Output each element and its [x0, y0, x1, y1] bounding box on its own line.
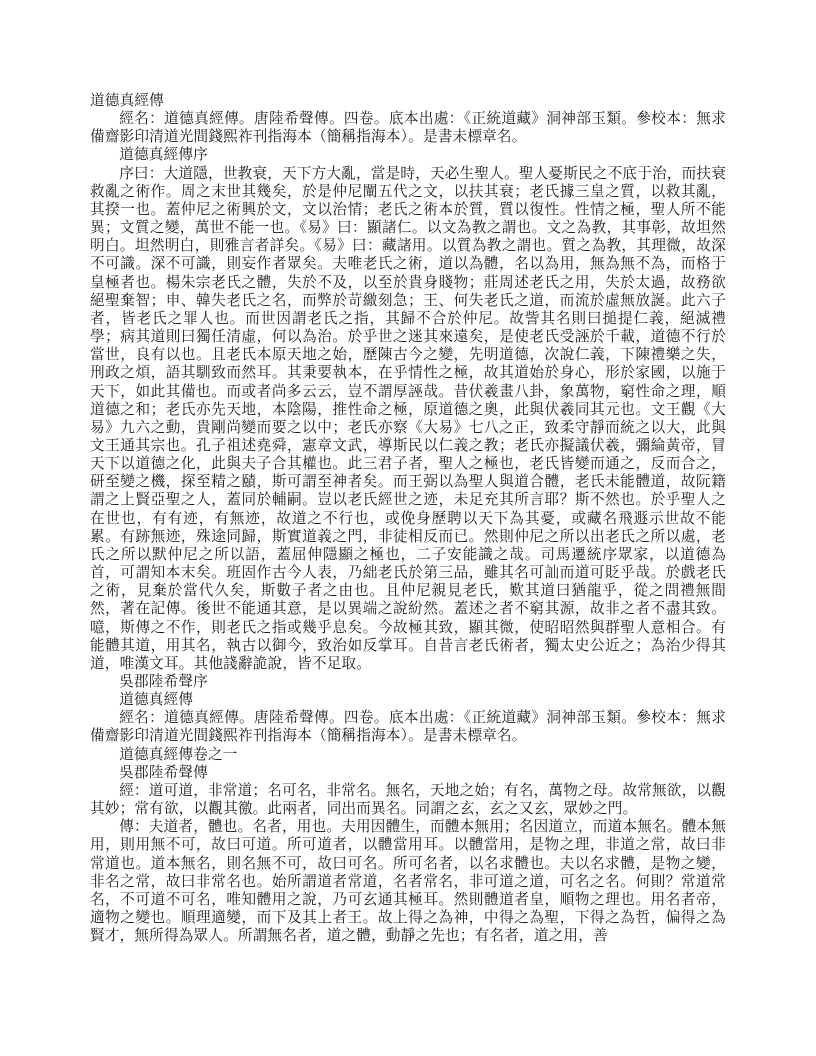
colophon-paragraph-2: 經名：道德真經傳。唐陸希聲傳。四卷。底本出處：《正統道藏》洞神部玉類。參校本：無求備齋影印清道光間錢熙祚刊指海本（簡稱指海本）。是書未標章名。 [90, 710, 726, 745]
document-title-repeat: 道德真經傳 [119, 692, 194, 709]
jing-paragraph: 經：道可道，非常道；名可名，非常名。無名，天地之始；有名，萬物之母。故常無欲，以觀其妙；常有欲，以觀其徼。此兩者，同出而異名。同謂之玄，玄之又玄，眾妙之門。 [90, 782, 726, 818]
preface-signature: 吳郡陸希聲序 [119, 674, 208, 690]
colophon-paragraph-1: 經名：道德真經傳。唐陸希聲傳。四卷。底本出處：《正統道藏》洞神部玉類。參校本：無求備齋影印清道光間錢熙祚刊指海本（簡稱指海本）。是書未標章名。 [90, 111, 726, 146]
juan-title: 道德真經傳卷之一 [119, 746, 238, 763]
document-title: 道德真經傳 [90, 93, 164, 109]
preface-title: 道德真經傳序 [119, 147, 208, 164]
preface-body-paragraph: 序曰：大道隱，世教衰，天下方大亂，當是時，天必生聖人。聖人憂斯民之不底于治，而扶衰救亂之術作。周之末世其幾矣，於是仲尼闡五代之文，以扶其衰；老氏據三皇之質，以救其亂，其揆一也。蓋仲尼之術興於文，文以治情；老氏之術本於質，質以復性。性情之極，聖人所不能異；文質之變，萬世不能一也。《易》曰：顯諸仁。以文為教之謂也。文之為教，其事彰，故坦然明白。坦然明白，則雅言者詳矣。《易》曰：藏諸用。以質為教之謂也。質之為教，其理微，故深不可識。深不可識，則妄作者眾矣。夫唯老氏之術，道以為體，名以為用，無為無不為，而格于皇極者也。楊朱宗老氏之體，失於不及，以至於貴身賤物；莊周述老氏之用，失於太過，故務欲絕聖棄智；申、韓失老氏之名，而弊於苛繳刻急；王、何失老氏之道，而流於虛無放誕。此六子者，皆老氏之罪人也。而世因謂老氏之指，其歸不合於仲尼。故訾其名則曰搥提仁義，絕滅禮學；病其道則曰獨任清虛，何以為治。於乎世之迷其來遠矣，是使老氏受誣於千載，道德不行於當世，良有以也。且老氏本原天地之始，歷陳古今之變，先明道德，次說仁義，下陳禮樂之失，刑政之煩，語其馴致而然耳。其秉要執本，在乎情性之極，故其道始於身心，形於家國，以施于天下，如此其備也。而或者尚多云云，豈不謂厚誣哉。昔伏羲畫八卦，象萬物，窮性命之理，順道德之和；老氏亦先天地，本陰陽，推性命之極，原道德之奧，此與伏羲同其元也。文王觀《大易》九六之動，貴剛尚變而要之以中；老氏亦察《大易》七八之正，致柔守靜而統之以大，此與文王通其宗也。孔子祖述堯舜，憲章文武，導斯民以仁義之教；老氏亦擬議伏羲，彌綸黃帝，冒天下以道德之化，此與夫子合其權也。此三君子者，聖人之極也，老氏皆變而通之，反而合之，研至變之機，探至精之賾，斯可謂至神者矣。而王弼以為聖人與道合體，老氏未能體道，故阮籍謂之上賢亞聖之人，蓋同於輔嗣。豈以老氏經世之迹，未足充其所言耶？斯不然也。於乎聖人之在世也，有有迹，有無迹，故道之不行也，或俛身歷聘以天下為其憂，或藏名飛遯示世故不能累。有跡無迹，殊途同歸，斯實道義之門，非徒相反而已。然則仲尼之所以出老氏之所以處，老氏之所以默仲尼之所以語，蓋屈伸隱顯之極也，二子安能識之哉。司馬遷統序眾家，以道德為首，可謂知本末矣。班固作古今人表，乃絀老氏於第三品，雖其名可訕而道可貶乎哉。於戲老氏之術，見棄於當代久矣，斯數子者之由也。且仲尼親見老氏，歎其道曰猶龍乎，從之問禮無間然，著在記傳。後世不能通其意，是以異端之說紛然。蓋述之者不窮其源，故非之者不盡其致。噫，斯傳之不作，則老氏之指或幾乎息矣。今故極其致，顯其微，使昭昭然與群聖人意相合。有能體其道，用其名，執古以御今，致治如反掌耳。自昔言老氏術者，獨太史公近之；為治少得其道，唯漢文耳。其他諓辭詭說，皆不足取。 [90, 165, 726, 672]
zhuan-paragraph: 傳：夫道者，體也。名者，用也。夫用因體生，而體本無用；名因道立，而道本無名。體本無用，則用無不可，故曰可道。所可道者，以體當用耳。以體當用，是物之理，非道之常，故曰非常道也。道本無名，則名無不可，故曰可名。所可名者，以名求體也。夫以名求體，是物之變，非名之常，故曰非常名也。始所謂道者常道，名者常名，非可道之道，可名之名。何則？常道常名，不可道不可名，唯知體用之說，乃可玄通其極耳。然則體道者皇，順物之理也。用名者帝，適物之變也。順理適變，而下及其上者王。故上得之為神，中得之為聖，下得之為哲，偏得之為賢才，無所得為眾人。所謂無名者，道之體，動靜之先也；有名者，道之用，善 [90, 819, 726, 945]
author-line: 吳郡陸希聲傳 [119, 764, 208, 781]
text-block [90, 92, 726, 945]
